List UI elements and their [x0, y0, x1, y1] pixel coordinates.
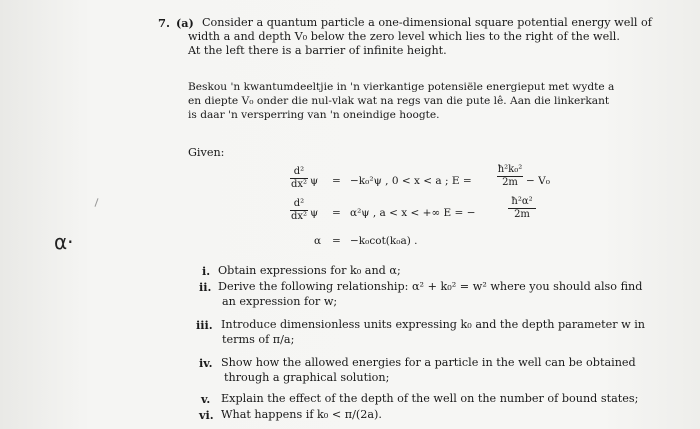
- english-line-3: At the left there is a barrier of infinite height.: [188, 44, 447, 57]
- item-iv-line-2: through a graphical solution;: [224, 371, 390, 384]
- eq2-psi: ψ: [310, 207, 319, 219]
- eq2-energy-fraction: [508, 196, 536, 220]
- stray-pen-mark: [94, 198, 98, 207]
- eq3-lhs: α: [314, 235, 322, 247]
- eq2-derivative-den: dx²: [290, 211, 308, 222]
- afrikaans-line-1: Beskou 'n kwantumdeeltjie in 'n vierkantige potensiële energieput met wydte a: [188, 81, 615, 93]
- eq1-rhs: −k₀²ψ , 0 < x < a ; E =: [350, 175, 472, 187]
- eq1-frac-num: ħ²k₀²: [497, 164, 523, 175]
- eq2-rhs: α²ψ , a < x < +∞ E = −: [350, 207, 476, 219]
- eq3-rhs: −k₀cot(k₀a) .: [350, 235, 418, 247]
- afrikaans-line-2: en diepte V₀ onder die nul-vlak wat na regs van die pute lê. Aan die linkerkant: [188, 95, 610, 107]
- english-line-2: width a and depth V₀ below the zero level which lies to the right of the well.: [188, 30, 620, 43]
- eq1-derivative-den: dx²: [290, 179, 308, 190]
- eq3-equals: =: [332, 235, 341, 247]
- eq1-derivative: [290, 166, 308, 190]
- item-iii-line-2: terms of π/a;: [222, 333, 295, 346]
- eq1-tail: − V₀: [526, 175, 550, 187]
- eq1-energy-fraction: [497, 164, 523, 188]
- eq2-equals: =: [332, 207, 341, 219]
- item-v-label: v.: [201, 392, 211, 406]
- eq1-psi: ψ: [310, 175, 319, 187]
- item-v-line-1: Explain the effect of the depth of the well on the number of bound states;: [221, 392, 639, 405]
- item-vi-label: vi.: [199, 408, 214, 422]
- item-iv-label: iv.: [199, 356, 213, 370]
- eq1-derivative-num: d²: [293, 166, 305, 177]
- eq2-frac-den: 2m: [508, 208, 536, 220]
- eq2-derivative-num: d²: [293, 198, 305, 209]
- item-iv-line-1: Show how the allowed energies for a particle in the well can be obtained: [221, 356, 636, 369]
- part-label: (a): [176, 16, 194, 30]
- item-i-label: i.: [202, 264, 211, 278]
- item-ii-line-2: an expression for w;: [222, 295, 338, 308]
- english-line-1: Consider a quantum particle a one-dimensional square potential energy well of: [202, 16, 652, 29]
- item-ii-line-1: Derive the following relationship: α² + k₀² = w² where you should also find: [218, 280, 643, 293]
- eq2-frac-num: ħ²α²: [511, 196, 533, 207]
- handwritten-margin-mark: α·: [54, 230, 74, 254]
- eq1-equals: =: [332, 175, 341, 187]
- question-number: 7.: [158, 16, 171, 30]
- item-i-line-1: Obtain expressions for k₀ and α;: [218, 264, 401, 277]
- given-label: Given:: [188, 146, 225, 159]
- item-vi-line-1: What happens if k₀ < π/(2a).: [221, 408, 382, 421]
- item-iii-line-1: Introduce dimensionless units expressing k₀ and the depth parameter w in: [221, 318, 646, 331]
- item-ii-label: ii.: [199, 280, 212, 294]
- eq2-derivative: [290, 198, 308, 222]
- eq1-frac-den: 2m: [497, 176, 523, 188]
- afrikaans-line-3: is daar 'n versperring van 'n oneindige hoogte.: [188, 109, 440, 121]
- item-iii-label: iii.: [196, 318, 213, 332]
